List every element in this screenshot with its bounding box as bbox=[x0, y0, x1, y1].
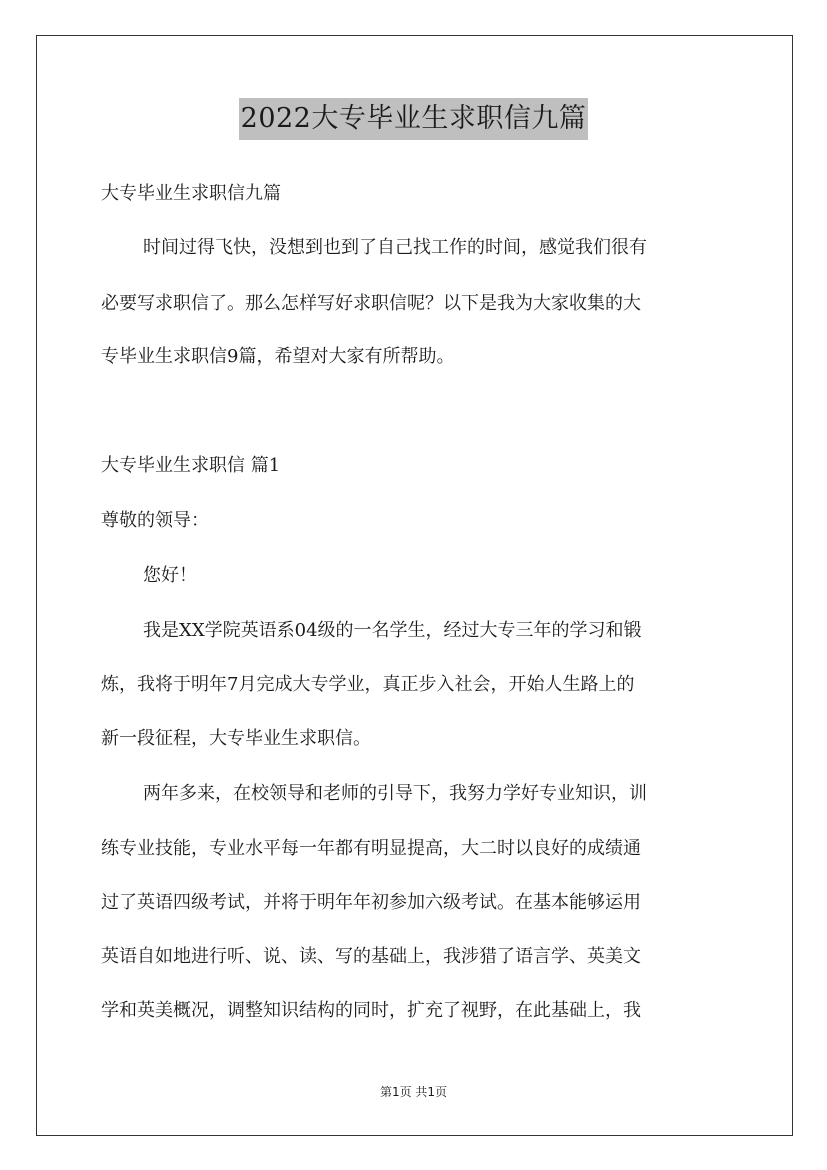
intro-line-3: 专毕业生求职信9篇，希望对大家有所帮助。 bbox=[101, 346, 455, 367]
para2-line-3: 过了英语四级考试，并将于明年年初参加六级考试。在基本能够运用 bbox=[101, 892, 641, 913]
para2-line-4: 英语自如地进行听、说、读、写的基础上，我涉猎了语言学、英美文 bbox=[101, 946, 641, 967]
document-title-wrap bbox=[0, 98, 827, 140]
para1-line-1: 我是XX学院英语系04级的一名学生，经过大专三年的学习和锻 bbox=[143, 620, 642, 641]
para2-line-2: 练专业技能，专业水平每一年都有明显提高，大二时以良好的成绩通 bbox=[101, 838, 641, 859]
page-footer: 第1页 共1页 bbox=[379, 1085, 448, 1099]
para2-line-5: 学和英美概况，调整知识结构的同时，扩充了视野，在此基础上，我 bbox=[101, 1000, 641, 1021]
document-title: 2022大专毕业生求职信九篇 bbox=[239, 98, 589, 140]
salutation: 尊敬的领导： bbox=[101, 510, 209, 531]
greeting: 您好！ bbox=[143, 565, 197, 586]
para2-line-1: 两年多来，在校领导和老师的引导下，我努力学好专业知识，训 bbox=[143, 783, 647, 804]
subtitle: 大专毕业生求职信九篇 bbox=[101, 183, 281, 204]
section-heading: 大专毕业生求职信 篇1 bbox=[101, 455, 281, 476]
intro-line-2-text: 必要写求职信了。那么怎样写好求职信呢？以下是我为大家收集的大 bbox=[101, 293, 641, 314]
intro-line-1: 时间过得飞快，没想到也到了自己找工作的时间，感觉我们很有 bbox=[143, 237, 647, 258]
para1-line-2: 炼，我将于明年7月完成大专学业，真正步入社会，开始人生路上的 bbox=[101, 674, 635, 695]
para1-line-3: 新一段征程，大专毕业生求职信。 bbox=[101, 728, 371, 749]
intro-line-2 bbox=[101, 292, 725, 316]
